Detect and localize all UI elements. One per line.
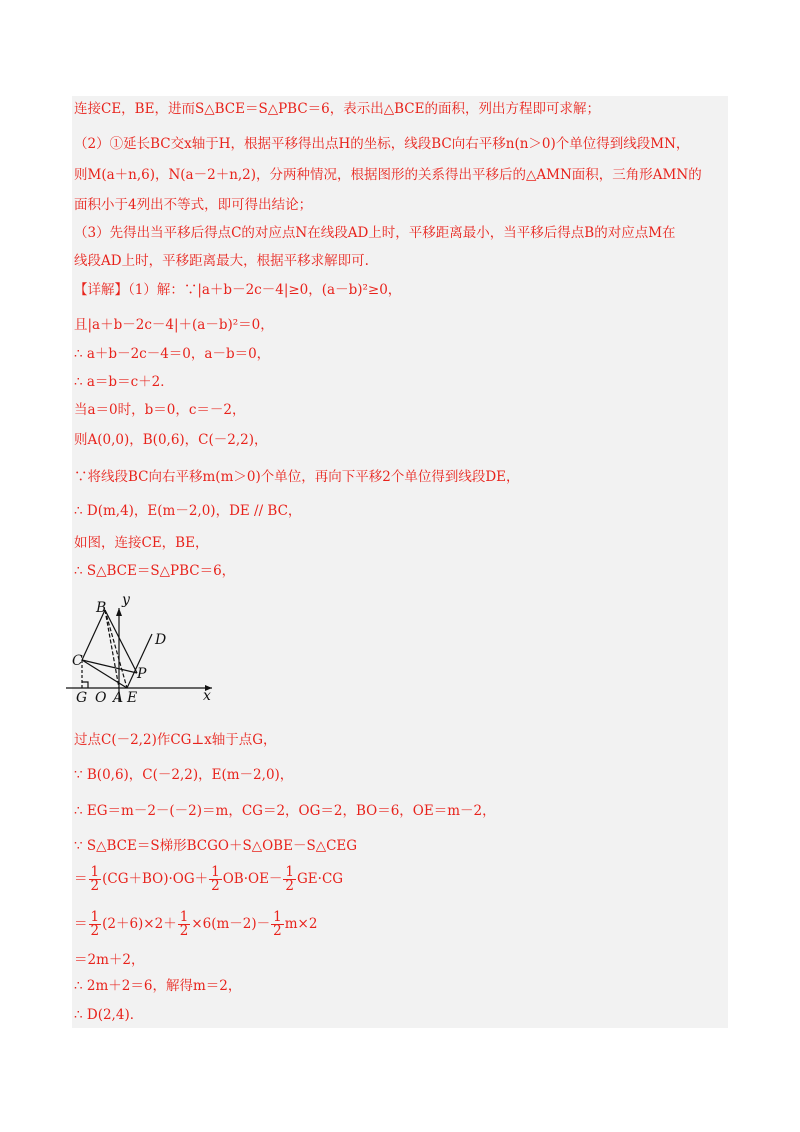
formula-line-1: ＝ $\frac{1}{2}$ (CG＋BO)·OG＋ $\frac{1}{2}$ OB·OE－ $\frac{1}{2}$ GE·CG [74,864,344,894]
text-line: ∵将线段BC向右平移m(m＞0)个单位，再向下平移2个单位得到线段DE， [74,469,520,485]
label-y: y [122,592,130,608]
text-line: 【详解】（1）解：∵|a＋b－2c－4|≥0，(a－b)²≥0， [74,282,402,298]
text-line: ∵ S△BCE＝S梯形BCGO＋S△OBE－S△CEG [74,838,358,854]
text-line: （2）①延长BC交x轴于H，根据平移得出点H的坐标，线段BC向右平移n(n＞0)个单位得到线段MN， [74,136,690,152]
text-line: ∴ a＝b＝c＋2． [74,374,174,390]
label-o: O [95,690,107,704]
label-b: B [96,600,107,616]
fraction: $\frac{1}{2}$ [211,864,220,894]
coordinate-figure [66,592,220,704]
label-d: D [155,632,167,648]
text-line: 面积小于4列出不等式，即可得出结论； [74,197,313,213]
text-line: ＝2m＋2， [74,952,145,968]
text-line: ∴ D(m,4)，E(m－2,0)，DE // BC， [74,503,302,519]
text-line: 当a＝0时，b＝0，c＝－2， [74,402,246,418]
label-p: P [137,666,147,682]
text-line: ∴ a＋b－2c－4＝0，a－b＝0， [74,346,271,362]
text-line: 且|a＋b－2c－4|＋(a－b)²＝0， [74,317,274,333]
fraction: $\frac{1}{2}$ [285,864,295,894]
text-line: ∴ D(2,4)． [74,1007,144,1023]
fraction: $\frac{1}{2}$ [273,909,282,939]
text-line: 则M(a＋n,6)，N(a－2＋n,2)，分两种情况，根据图形的关系得出平移后的△AMN面积，三角形AMN的 [74,167,702,183]
label-e: E [127,690,138,704]
text-line: （3）先得出当平移后得点C的对应点N在线段AD上时，平移距离最小，当平移后得点B的对应点M在 [74,225,676,241]
fraction: $\frac{1}{2}$ [90,864,100,894]
label-c: C [72,653,83,669]
text-line: 如图，连接CE，BE， [74,535,209,551]
text-line: ∴ 2m＋2＝6，解得m＝2， [74,978,242,994]
text-line: 线段AD上时，平移距离最大，根据平移求解即可. [74,253,369,269]
text-line: ∵ B(0,6)，C(－2,2)，E(m－2,0)， [74,767,294,783]
text-line: 则A(0,0)，B(0,6)，C(－2,2)， [74,432,268,448]
text-line: 连接CE，BE，进而S△BCE＝S△PBC＝6，表示出△BCE的面积，列出方程即可求解； [74,101,600,117]
text-line: 过点C(－2,2)作CG⊥x轴于点G， [74,732,277,748]
fraction: $\frac{1}{2}$ [179,909,189,939]
fraction: $\frac{1}{2}$ [90,909,100,939]
text-line: ∴ S△BCE＝S△PBC＝6， [74,563,236,579]
text-line: ∴ EG＝m－2－(－2)＝m，CG＝2，OG＝2，BO＝6，OE＝m－2， [74,803,496,819]
label-a: A [113,690,124,704]
label-x: x [203,688,211,704]
label-g: G [76,690,88,704]
formula-line-2: ＝ $\frac{1}{2}$ (2＋6)×2＋ $\frac{1}{2}$ ×6(m－2)－ $\frac{1}{2}$ m×2 [74,909,318,939]
